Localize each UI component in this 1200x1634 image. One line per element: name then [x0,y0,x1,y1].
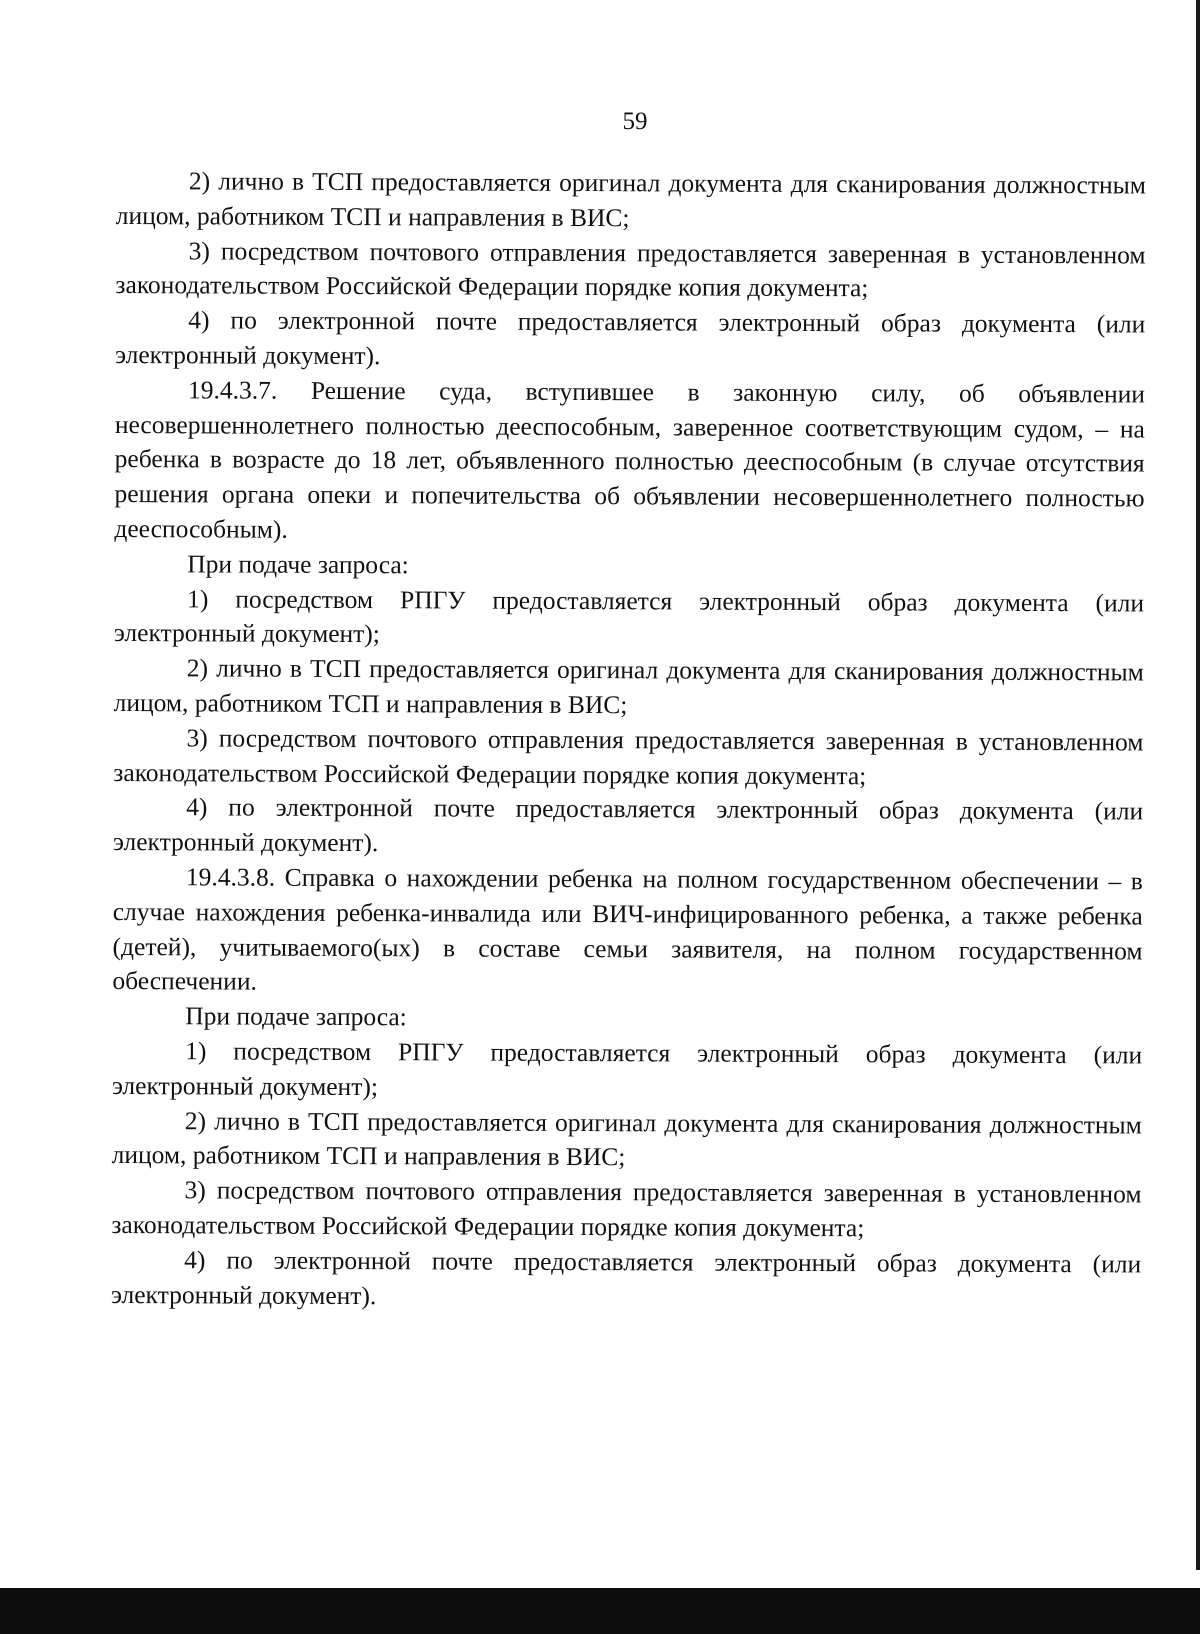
paragraph: 1) посредством РПГУ предоставляется электронный образ документа (или электронный документ); [111,1036,1143,1101]
paragraph: 3) посредством почтового отправления предоставляется заверенная в установленном законодательством Российской Федерации порядке копия документа; [113,723,1144,790]
paragraph: 4) по электронной почте предоставляется электронный образ документа (или электронный документ). [115,305,1146,371]
paragraph: 1) посредством РПГУ предоставляется электронный образ документа (или электронный документ); [113,583,1145,649]
paragraph: 2) лично в ТСП предоставляется оригинал документа для сканирования должностным лицом, работником ТСП и направления в ВИС; [115,166,1146,233]
paragraph: 2) лично в ТСП предоставляется оригинал документа для сканирования должностным лицом, работником ТСП и направления в ВИС; [113,653,1144,720]
paragraph: 4) по электронной почте предоставляется электронный образ документа (или электронный документ). [112,792,1144,858]
page-number: 59 [622,108,648,135]
paragraph: 4) по электронной почте предоставляется электронный образ документа (или электронный документ). [111,1245,1142,1310]
paragraph: 19.4.3.7. Решение суда, вступившее в законную силу, об объявлении несовершеннолетнего полностью дееспособным, заверенное соответствующим судом, – на ребенка в возрасте до 18 лет, объявленного полностью дееспособным (в случае отсутствия решения органа опеки и попечительства об объявлении несовершеннолетнего полностью дееспособным). [114,375,1146,544]
paragraph: 19.4.3.8. Справка о нахождении ребенка на полном государственном обеспечении – в случае нахождения ребенка-инвалида или ВИЧ-инфицированного ребенка, а также ребенка (детей), учитываемого(ых) в составе семьи заявителя, на полном государственном обеспечении. [112,862,1143,996]
document-body [111,164,1146,1317]
paragraph: 3) посредством почтового отправления предоставляется заверенная в установленном законодательством Российской Федерации порядке копия документа; [111,1175,1142,1243]
paragraph: 3) посредством почтового отправления предоставляется заверенная в установленном законодательством Российской Федерации порядке копия документа; [115,235,1146,303]
paragraph: 2) лично в ТСП предоставляется оригинал документа для сканирования должностным лицом, работником ТСП и направления в ВИС; [111,1105,1142,1172]
scan-edge-right [1196,0,1200,1570]
paragraph: При подаче запроса: [185,1001,407,1032]
paragraph: При подаче запроса: [187,549,409,580]
scan-edge-bottom [0,1588,1200,1634]
